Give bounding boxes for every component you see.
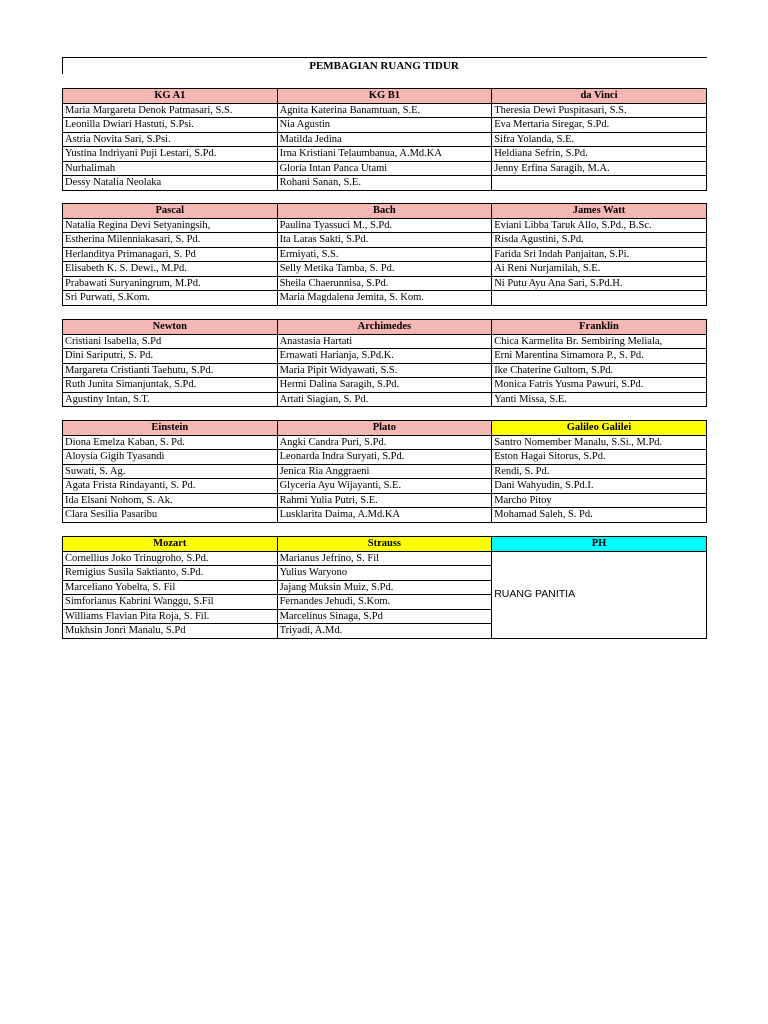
table-cell: Estherina Milenniakasari, S. Pd. — [63, 233, 278, 248]
table-cell: Chica Karmelita Br. Sembiring Meliala, — [492, 334, 707, 349]
table-cell: Erni Marentina Simamora P., S. Pd. — [492, 349, 707, 364]
table-cell — [492, 176, 707, 191]
table-cell: Nurhalimah — [63, 161, 278, 176]
room-header: Franklin — [492, 320, 707, 335]
table-row — [63, 218, 707, 233]
table-row — [63, 392, 707, 407]
room-table-5 — [62, 536, 707, 639]
room-header: Plato — [277, 421, 492, 436]
table-cell: Eviani Libba Taruk Allo, S.Pd., B.Sc. — [492, 218, 707, 233]
table-cell: Marcho Pitoy — [492, 493, 707, 508]
table-cell — [492, 291, 707, 306]
table-cell: Nia Agustin — [277, 118, 492, 133]
table-cell: Farida Sri Indah Panjaitan, S.Pi. — [492, 247, 707, 262]
table-header-row — [63, 537, 707, 552]
table-cell: Irna Kristiani Telaumbanua, A.Md.KA — [277, 147, 492, 162]
table-cell: Rendi, S. Pd. — [492, 464, 707, 479]
table-cell: Triyadi, A.Md. — [277, 624, 492, 639]
room-header: da Vinci — [492, 89, 707, 104]
table-cell: Artati Siagian, S. Pd. — [277, 392, 492, 407]
room-header: Mozart — [63, 537, 278, 552]
table-cell: Maria Margareta Denok Patmasari, S.S. — [63, 103, 278, 118]
table-row — [63, 551, 707, 566]
table-cell: Ermiyati, S.S. — [277, 247, 492, 262]
table-cell: Leonilla Dwiari Hastuti, S.Psi. — [63, 118, 278, 133]
table-cell: Dani Wahyudin, S.Pd.I. — [492, 479, 707, 494]
room-header: KG B1 — [277, 89, 492, 104]
table-row — [63, 378, 707, 393]
table-cell: Agustiny Intan, S.T. — [63, 392, 278, 407]
table-row — [63, 464, 707, 479]
room-header: Bach — [277, 204, 492, 219]
table-cell: Theresia Dewi Puspitasari, S.S. — [492, 103, 707, 118]
table-cell: Clara Sesilia Pasaribu — [63, 508, 278, 523]
room-header: James Watt — [492, 204, 707, 219]
table-cell: Ida Elsani Nohom, S. Ak. — [63, 493, 278, 508]
table-cell: Matilda Jedina — [277, 132, 492, 147]
table-cell: Yulius Waryono — [277, 566, 492, 581]
table-cell: Sri Purwati, S.Kom. — [63, 291, 278, 306]
table-cell: Herlanditya Primanagari, S. Pd — [63, 247, 278, 262]
table-row — [63, 349, 707, 364]
table-cell: Ita Laras Sakti, S.Pd. — [277, 233, 492, 248]
table-cell: Cristiani Isabella, S.Pd — [63, 334, 278, 349]
table-cell: Sheila Chaerunnisa, S.Pd. — [277, 276, 492, 291]
table-cell: Natalia Regina Devi Setyaningsih, — [63, 218, 278, 233]
table-cell: Risda Agustini, S.Pd. — [492, 233, 707, 248]
table-cell: Ni Putu Ayu Ana Sari, S.Pd.H. — [492, 276, 707, 291]
table-cell: Cornellius Joko Trinugroho, S.Pd. — [63, 551, 278, 566]
table-header-row — [63, 89, 707, 104]
panitia-room-cell: RUANG PANITIA — [492, 551, 707, 638]
table-cell: Leonarda Indra Suryati, S.Pd. — [277, 450, 492, 465]
table-cell: Elisabeth K. S. Dewi., M.Pd. — [63, 262, 278, 277]
table-header-row — [63, 421, 707, 436]
table-row — [63, 103, 707, 118]
table-row — [63, 132, 707, 147]
table-cell: Rahmi Yulia Putri, S.E. — [277, 493, 492, 508]
table-cell: Williams Flavian Pita Roja, S. Fil. — [63, 609, 278, 624]
table-row — [63, 435, 707, 450]
table-row — [63, 291, 707, 306]
table-row — [63, 493, 707, 508]
table-header-row — [63, 320, 707, 335]
room-header: Einstein — [63, 421, 278, 436]
table-row — [63, 450, 707, 465]
table-row — [63, 508, 707, 523]
table-cell: Jajang Muksin Muiz, S.Pd. — [277, 580, 492, 595]
table-cell: Rohani Sanan, S.E. — [277, 176, 492, 191]
room-header: PH — [492, 537, 707, 552]
table-row — [63, 233, 707, 248]
room-header: Strauss — [277, 537, 492, 552]
table-cell: Diona Emelza Kaban, S. Pd. — [63, 435, 278, 450]
room-table-4 — [62, 420, 707, 523]
room-header: KG A1 — [63, 89, 278, 104]
table-row — [63, 276, 707, 291]
table-cell: Suwati, S. Ag. — [63, 464, 278, 479]
table-cell: Prabawati Suryaningrum, M.Pd. — [63, 276, 278, 291]
table-cell: Jenny Erfina Saragih, M.A. — [492, 161, 707, 176]
table-cell: Mukhsin Jonri Manalu, S.Pd — [63, 624, 278, 639]
table-cell: Aloysia Gigih Tyasandi — [63, 450, 278, 465]
table-row — [63, 118, 707, 133]
table-cell: Selly Metika Tamba, S. Pd. — [277, 262, 492, 277]
table-cell: Marcelinus Sinaga, S.Pd — [277, 609, 492, 624]
table-cell: Santro Nomember Manalu, S.Si., M.Pd. — [492, 435, 707, 450]
table-cell: Maria Magdalena Jemita, S. Kom. — [277, 291, 492, 306]
table-row — [63, 176, 707, 191]
table-cell: Ruth Junita Simanjuntak, S.Pd. — [63, 378, 278, 393]
table-cell: Mohamad Saleh, S. Pd. — [492, 508, 707, 523]
table-cell: Remigius Susila Saktianto, S.Pd. — [63, 566, 278, 581]
table-cell: Eva Mertaria Siregar, S.Pd. — [492, 118, 707, 133]
table-cell: Eston Hagai Sitorus, S.Pd. — [492, 450, 707, 465]
table-row — [63, 161, 707, 176]
room-header: Galileo Galilei — [492, 421, 707, 436]
room-table-1 — [62, 88, 707, 191]
table-cell: Agnita Katerina Banamtuan, S.E. — [277, 103, 492, 118]
table-cell: Sifra Yolanda, S.E. — [492, 132, 707, 147]
table-cell: Lusklarita Daima, A.Md.KA — [277, 508, 492, 523]
table-cell: Dini Sariputri, S. Pd. — [63, 349, 278, 364]
table-cell: Maria Pipit Widyawati, S.S. — [277, 363, 492, 378]
table-row — [63, 147, 707, 162]
table-row — [63, 363, 707, 378]
table-cell: Heldiana Sefrin, S.Pd. — [492, 147, 707, 162]
room-table-3 — [62, 319, 707, 407]
table-cell: Marceliano Yobelta, S. Fil — [63, 580, 278, 595]
table-cell: Angki Candra Puri, S.Pd. — [277, 435, 492, 450]
table-row — [63, 247, 707, 262]
table-cell: Monica Fatris Yusma Pawuri, S.Pd. — [492, 378, 707, 393]
table-cell: Glyceria Ayu Wijayanti, S.E. — [277, 479, 492, 494]
table-cell: Anastasia Hartati — [277, 334, 492, 349]
table-cell: Ernawati Harianja, S.Pd.K. — [277, 349, 492, 364]
table-row — [63, 262, 707, 277]
table-row — [63, 479, 707, 494]
table-header-row — [63, 204, 707, 219]
table-cell: Astria Novita Sari, S.Psi. — [63, 132, 278, 147]
room-header: Newton — [63, 320, 278, 335]
table-cell: Fernandes Jehudi, S.Kom. — [277, 595, 492, 610]
table-cell: Yanti Missa, S.E. — [492, 392, 707, 407]
table-row — [63, 334, 707, 349]
table-cell: Hermi Dalina Saragih, S.Pd. — [277, 378, 492, 393]
table-cell: Paulina Tyassuci M., S.Pd. — [277, 218, 492, 233]
table-cell: Yustina Indriyani Puji Lestari, S.Pd. — [63, 147, 278, 162]
table-cell: Jenica Ria Anggraeni — [277, 464, 492, 479]
table-cell: Margareta Cristianti Taehutu, S.Pd. — [63, 363, 278, 378]
room-header: Pascal — [63, 204, 278, 219]
table-cell: Agata Frista Rindayanti, S. Pd. — [63, 479, 278, 494]
table-cell: Marianus Jefrino, S. Fil — [277, 551, 492, 566]
table-cell: Ai Reni Nurjamilah, S.E. — [492, 262, 707, 277]
table-cell: Gloria Intan Panca Utami — [277, 161, 492, 176]
table-cell: Dessy Natalia Neolaka — [63, 176, 278, 191]
table-cell: Simforianus Kabrini Wanggu, S.Fil — [63, 595, 278, 610]
room-header: Archimedes — [277, 320, 492, 335]
page-title: PEMBAGIAN RUANG TIDUR — [309, 60, 459, 72]
room-table-2 — [62, 203, 707, 306]
table-cell: Ike Chaterine Gultom, S.Pd. — [492, 363, 707, 378]
